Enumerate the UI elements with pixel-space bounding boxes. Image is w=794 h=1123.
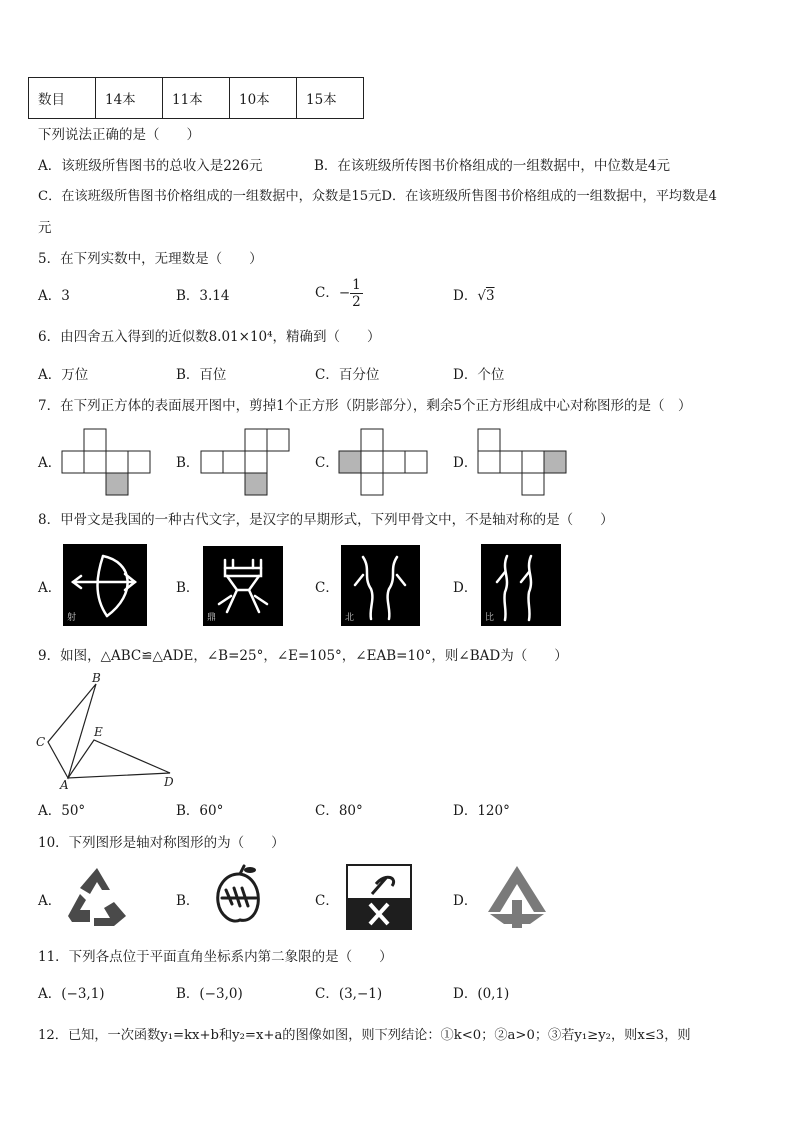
q4-option-b: B．在该班级所传图书价格组成的一组数据中，中位数是4元: [314, 158, 671, 174]
q8-label-a: A．: [38, 580, 62, 596]
recycle-symbol-icon: [64, 864, 130, 930]
q5-option-a: A．3: [38, 288, 70, 304]
q9-option-a: A．50°: [38, 803, 86, 819]
q9-triangle-diagram: [32, 670, 182, 790]
oracle-glyph-ding-image: [203, 546, 283, 626]
q11-stem: 11．下列各点位于平面直角坐标系内第二象限的是（ ）: [38, 949, 393, 965]
table-row: [29, 78, 364, 119]
q9-option-c: C．80°: [315, 803, 363, 819]
point-label-e: E: [94, 725, 103, 739]
book-count-table: [28, 77, 364, 119]
q6-stem: 6．由四舍五入得到的近似数8.01×10⁴，精确到（ ）: [38, 329, 381, 345]
triangle-arrows-logo-icon: [484, 862, 550, 932]
q10-label-d: D．: [453, 893, 478, 909]
q8-stem: 8．甲骨文是我国的一种古代文字，是汉字的早期形式，下列甲骨文中，不是轴对称的是（ ）: [38, 512, 614, 528]
numerator: 1: [352, 277, 361, 293]
triangle-ade: [68, 740, 170, 778]
shaded-square: [339, 451, 361, 473]
q11-option-c: C．(3,−1): [315, 986, 383, 1002]
q5-option-d-prefix: D．: [453, 288, 478, 304]
q5-option-c-prefix: C．−: [315, 285, 351, 301]
q11-option-a: A．(−3,1): [38, 986, 105, 1002]
q5-option-c: [315, 277, 363, 310]
q5-stem: 5．在下列实数中，无理数是（ ）: [38, 251, 263, 267]
fraction: [350, 277, 363, 310]
q4-option-a: A．该班级所售图书的总收入是226元: [38, 158, 263, 174]
q7-stem: 7．在下列正方体的表面展开图中，剪掉1个正方形（阴影部分），剩余5个正方形组成中心对称图形的是（ ）: [38, 398, 692, 414]
q5-option-b: B．3.14: [176, 288, 230, 304]
q4-option-d-cont: 元: [38, 220, 52, 236]
q7-label-d: D．: [453, 455, 478, 471]
q10-label-a: A．: [38, 893, 62, 909]
q4-stem: 下列说法正确的是（ ）: [38, 127, 200, 143]
q4-option-c-d: C．在该班级所售图书价格组成的一组数据中，众数是15元D．在该班级所售图书价格组成的一组数据中，平均数是4: [38, 189, 717, 204]
q8-label-b: B．: [176, 580, 200, 596]
shaded-square: [106, 473, 128, 495]
q12-stem: 12．已知，一次函数y₁=kx+b和y₂=x+a的图像如图，则下列结论：①k<0；②a>0；③若y₁≥y₂，则x≤3，则: [38, 1028, 691, 1043]
q10-label-c: C．: [315, 893, 339, 909]
oracle-glyph-she-image: [63, 544, 147, 626]
point-label-c: C: [36, 735, 46, 749]
point-label-d: D: [164, 775, 174, 789]
table-row-header: 数目: [29, 78, 96, 119]
q6-option-d: D．个位: [453, 367, 505, 383]
q11-option-d: D．(0,1): [453, 986, 510, 1002]
q8-label-c: C．: [315, 580, 339, 596]
denominator: 2: [352, 294, 361, 310]
triangle-abc: [48, 684, 96, 778]
q7-label-b: B．: [176, 455, 200, 471]
q9-option-d: D．120°: [453, 803, 510, 819]
q7-net-d: [476, 428, 571, 498]
oracle-glyph-bi-image: [481, 544, 561, 626]
glyph-caption: 射: [67, 613, 77, 623]
q11-option-b: B．(−3,0): [176, 986, 243, 1002]
shaded-square: [245, 473, 267, 495]
q7-net-c: [337, 428, 432, 498]
glyph-caption: 北: [345, 613, 355, 623]
table-cell: 10本: [230, 78, 297, 119]
q6-option-a: A．万位: [38, 367, 89, 383]
apple-fishbone-icon: [206, 864, 272, 930]
table-cell: 15本: [297, 78, 364, 119]
q8-label-d: D．: [453, 580, 478, 596]
glyph-caption: 鼎: [207, 613, 217, 623]
table-cell: 14本: [96, 78, 163, 119]
q7-net-b: [199, 428, 294, 498]
q10-label-b: B．: [176, 893, 200, 909]
point-label-b: B: [92, 671, 101, 685]
q9-option-b: B．60°: [176, 803, 224, 819]
q5-option-d: [453, 287, 495, 305]
q7-label-a: A．: [38, 455, 62, 471]
table-cell: 11本: [163, 78, 230, 119]
q10-stem: 10．下列图形是轴对称图形的为（ ）: [38, 835, 285, 851]
q7-label-c: C．: [315, 455, 339, 471]
q7-net-a: [60, 428, 155, 498]
sqrt-sign: √: [477, 288, 486, 304]
oracle-glyph-bei-image: [341, 545, 420, 626]
shaded-square: [544, 451, 566, 473]
point-label-a: A: [60, 778, 69, 790]
sqrt-radicand: 3: [485, 288, 495, 304]
q9-stem: 9．如图，△ABC≌△ADE，∠B=25°，∠E=105°，∠EAB=10°，则∠BAD为（ ）: [38, 648, 568, 664]
glyph-caption: 比: [485, 613, 495, 623]
q6-option-b: B．百位: [176, 367, 227, 383]
q6-option-c: C．百分位: [315, 367, 380, 383]
no-litter-sign-icon: [346, 864, 412, 930]
